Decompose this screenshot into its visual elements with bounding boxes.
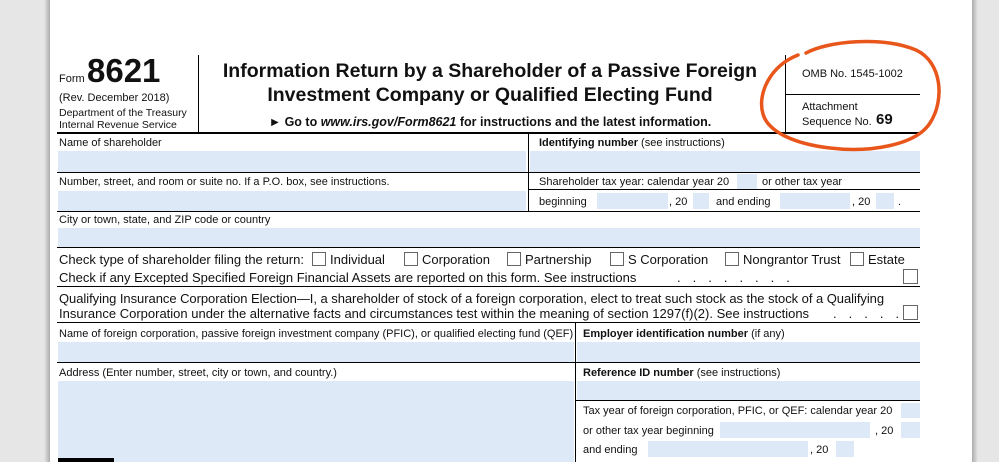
- row5-rule: [57, 286, 920, 287]
- form-number: 8621: [87, 52, 161, 89]
- form-title-line2: Investment Company or Qualified Electing Fund: [267, 84, 713, 106]
- row3-rule: [57, 211, 920, 212]
- identifying-number-note: (see instructions): [638, 137, 725, 149]
- beginning-year-label: , 20: [669, 196, 688, 208]
- ein-label: [583, 328, 785, 340]
- checkbox-corporation[interactable]: [404, 252, 418, 266]
- identifying-number-title: Identifying number: [539, 137, 638, 149]
- ein-title: Employer identification number: [583, 328, 749, 340]
- reference-id-title: Reference ID number: [583, 367, 694, 379]
- ending-year-label: , 20: [852, 196, 871, 208]
- city-state-label: City or town, state, and ZIP code or country: [59, 214, 271, 226]
- foreign-tax-year-label: Tax year of foreign corporation, PFIC, or QEF: calendar year 20: [583, 405, 893, 417]
- part-header-bar: [58, 458, 114, 462]
- check-estate[interactable]: [850, 252, 905, 267]
- name-of-shareholder-field[interactable]: [58, 151, 526, 172]
- beginning-year-field[interactable]: [693, 193, 709, 209]
- qualifying-election-checkbox[interactable]: [903, 305, 918, 320]
- other-tax-year-label: or other tax year: [762, 176, 843, 188]
- checkbox-nongrantor-trust[interactable]: [725, 252, 739, 266]
- goto-suffix: for instructions and the latest information.: [456, 115, 712, 129]
- reference-id-label: [583, 367, 780, 379]
- agency: Internal Revenue Service: [59, 119, 177, 131]
- beginning-date-field[interactable]: [597, 193, 668, 209]
- s-corporation-label: S Corporation: [628, 252, 709, 267]
- form-prefix: Form: [59, 73, 85, 85]
- ein-field[interactable]: [577, 342, 920, 362]
- attachment-label: Attachment: [802, 101, 858, 113]
- checkbox-individual[interactable]: [312, 252, 326, 266]
- beginning-label: beginning: [539, 196, 587, 208]
- check-s-corporation[interactable]: [610, 252, 708, 267]
- qualifying-election-line1: Qualifying Insurance Corporation Election—I, a shareholder of stock of a foreign corporation, elect to treat such stock as the stock of a Qualifying: [59, 291, 885, 306]
- ending-date-field[interactable]: [780, 193, 850, 209]
- city-state-field[interactable]: [58, 228, 920, 247]
- column-divider-top: [528, 134, 529, 212]
- street-address-label: Number, street, and room or suite no. If a P.O. box, see instructions.: [59, 176, 390, 188]
- estate-label: Estate: [868, 252, 905, 267]
- irs-url-link[interactable]: www.irs.gov/Form8621: [320, 115, 457, 129]
- checkbox-partnership[interactable]: [507, 252, 521, 266]
- row4-rule: [57, 247, 920, 248]
- nongrantor-trust-label: Nongrantor Trust: [743, 252, 841, 267]
- column-divider-bottom: [575, 322, 576, 462]
- circle-annotation: [750, 22, 950, 162]
- ending-year-field[interactable]: [876, 193, 894, 209]
- form-page: [50, 0, 972, 462]
- row2-rule: [57, 172, 920, 173]
- foreign-corp-name-label: Name of foreign corporation, passive foreign investment company (PFIC), or qualified electing fund (QEF): [59, 328, 574, 340]
- reference-rule: [575, 400, 920, 401]
- row6-rule: [57, 322, 920, 323]
- and-ending-label: and ending: [716, 196, 771, 208]
- form-title-line1: Information Return by a Shareholder of a Passive Foreign: [222, 60, 758, 82]
- sequence-number: 69: [876, 111, 893, 128]
- tax-year-label: Shareholder tax year: calendar year 20: [539, 176, 730, 188]
- name-of-shareholder-label: Name of shareholder: [59, 137, 162, 149]
- corporation-label: Corporation: [422, 252, 490, 267]
- foreign-beginning-field[interactable]: [720, 422, 870, 438]
- instructions-link-line: [205, 115, 775, 129]
- foreign-ending-year-field[interactable]: [836, 441, 854, 457]
- check-nongrantor-trust[interactable]: [725, 252, 841, 267]
- page-shadow-right: [972, 0, 978, 462]
- qualifying-election-line2: Insurance Corporation under the alternative facts and circumstances test within the meaning of section 1297(f)(2). See instructions: [59, 306, 810, 321]
- omb-number: OMB No. 1545-1002: [802, 68, 903, 80]
- individual-label: Individual: [330, 252, 385, 267]
- partnership-label: Partnership: [525, 252, 592, 267]
- ein-note: (if any): [748, 328, 785, 340]
- street-address-field[interactable]: [58, 191, 526, 212]
- department: Department of the Treasury: [59, 107, 187, 119]
- checkbox-estate[interactable]: [850, 252, 864, 266]
- checkbox-s-corporation[interactable]: [610, 252, 624, 266]
- check-partnership[interactable]: [507, 252, 591, 267]
- qualifying-dots: .....: [833, 306, 912, 321]
- goto-prefix: Go to: [284, 115, 321, 129]
- foreign-corp-name-field[interactable]: [58, 342, 574, 362]
- foreign-calendar-year-field[interactable]: [901, 403, 920, 418]
- calendar-year-field[interactable]: [737, 174, 757, 189]
- foreign-beginning-year-label: , 20: [875, 425, 894, 437]
- foreign-address-label: Address (Enter number, street, city or town, and country.): [59, 367, 337, 379]
- check-corporation[interactable]: [404, 252, 490, 267]
- sequence-label: Sequence No.: [802, 116, 872, 128]
- arrow-icon: ►: [268, 115, 282, 129]
- reference-id-field[interactable]: [577, 381, 920, 400]
- page-shadow-left: [44, 0, 50, 462]
- tax-year-rule: [528, 189, 920, 190]
- foreign-ending-year-label: , 20: [810, 444, 829, 456]
- foreign-other-year-label: or other tax year beginning: [583, 425, 714, 437]
- excepted-assets-text: Check if any Excepted Specified Foreign Financial Assets are reported on this form. See instructions: [59, 270, 637, 285]
- header-divider-left: [198, 55, 199, 132]
- ending-period: .: [898, 196, 902, 208]
- reference-id-note: (see instructions): [693, 367, 781, 379]
- foreign-address-field[interactable]: [58, 381, 574, 462]
- foreign-and-ending-label: and ending: [583, 444, 638, 456]
- excepted-dots: ........: [677, 270, 802, 285]
- identifying-number-label: [539, 137, 725, 149]
- check-individual[interactable]: [312, 252, 385, 267]
- check-type-label: Check type of shareholder filing the return:: [59, 252, 304, 267]
- foreign-beginning-year-field[interactable]: [901, 422, 920, 438]
- row7-rule: [57, 362, 920, 363]
- excepted-assets-checkbox[interactable]: [903, 269, 918, 284]
- revision-date: (Rev. December 2018): [59, 92, 170, 104]
- foreign-ending-field[interactable]: [648, 441, 808, 457]
